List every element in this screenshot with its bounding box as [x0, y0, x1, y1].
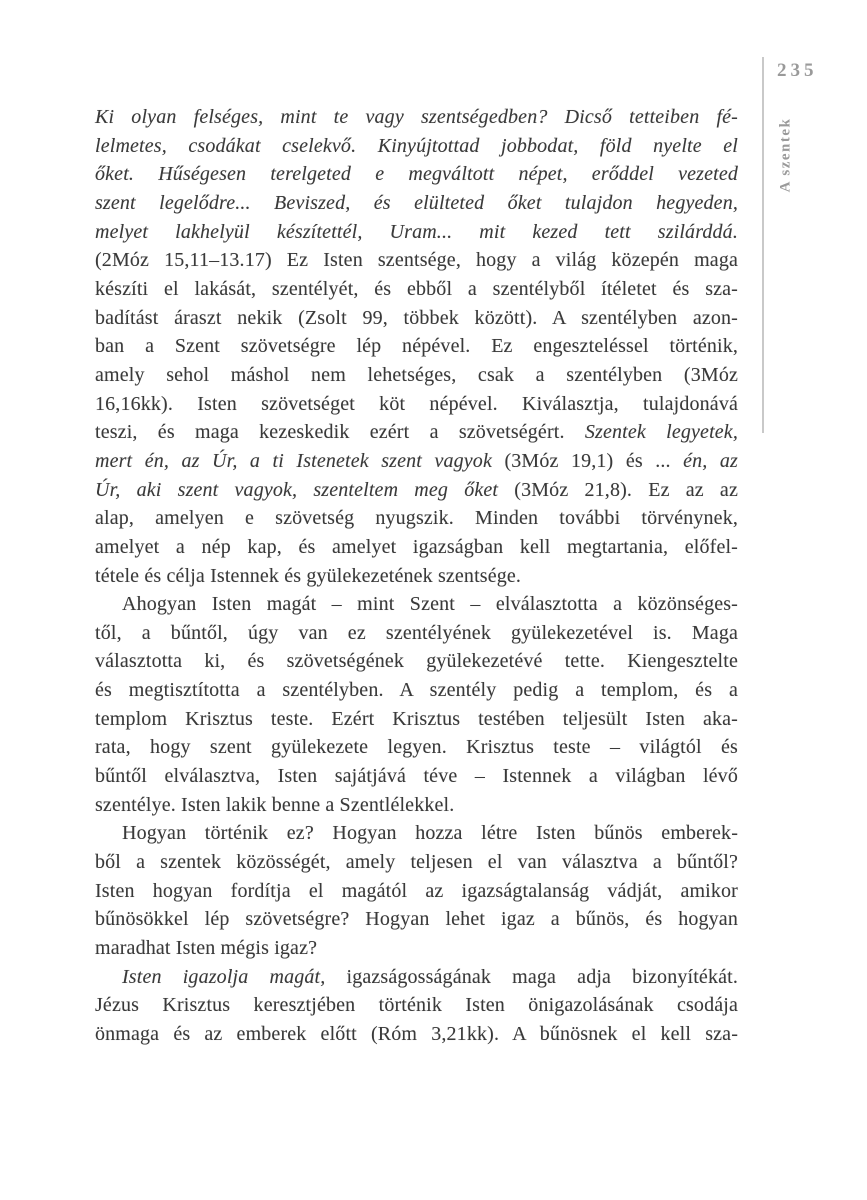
italic-text-segment: őket. Hűségesen terelgeted e megváltott népet, erőddel vezeted	[95, 163, 738, 186]
italic-text-segment: szent legelődre... Beviszed, és elülteted őket tulajdon hegyeden,	[95, 191, 738, 214]
text-segment: templom Krisztus teste. Ezért Krisztus testében teljesült Isten aka-	[95, 707, 738, 730]
text-segment: (2Móz 15,11–13.17) Ez Isten szentsége, hogy a világ közepén maga	[95, 249, 738, 272]
text-line	[95, 361, 738, 390]
text-segment: és megtisztította a szentélyben. A szentély pedig a templom, és a	[95, 679, 738, 702]
text-line	[95, 304, 738, 333]
text-segment: szentélye. Isten lakik benne a Szentlélekkel.	[95, 793, 455, 816]
text-line	[95, 160, 738, 189]
text-line	[95, 963, 738, 992]
text-segment: készíti el lakását, szentélyét, és ebből a szentélyből ítéletet és sza-	[95, 277, 738, 300]
text-segment: tétele és célja Istennek és gyülekezetének szentsége.	[95, 564, 522, 587]
page-number: 235	[777, 60, 818, 81]
text-segment: önmaga és az emberek előtt (Róm 3,21kk). A bűnösnek el kell sza-	[95, 1023, 738, 1045]
italic-text-segment: mert én, az Úr, a ti Istenetek szent vagyok	[95, 449, 505, 472]
text-line	[95, 562, 738, 591]
text-line	[95, 762, 738, 791]
text-line	[95, 476, 738, 505]
italic-text-segment: melyet lakhelyül készítettél, Uram... mit kezed tett szilárddá.	[95, 220, 738, 243]
italic-text-segment: én, az	[683, 449, 738, 472]
italic-text-segment: Isten igazolja magát,	[122, 965, 347, 988]
text-line	[95, 447, 738, 476]
text-segment: bűnösökkel lép szövetségre? Hogyan lehet igaz a bűnös, és hogyan	[95, 908, 738, 931]
text-segment: bűntől elválasztva, Isten sajátjává téve – Istennek a világban lévő	[95, 765, 738, 788]
text-segment: alap, amelyen e szövetség nyugszik. Minden további törvénynek,	[95, 507, 738, 530]
text-segment: (3Móz 21,8). Ez az az	[514, 478, 738, 501]
text-line	[95, 676, 738, 705]
text-segment: igazságosságának maga adja bizonyítékát.	[346, 965, 738, 988]
text-line	[95, 905, 738, 934]
text-line	[95, 848, 738, 877]
text-line	[95, 390, 738, 419]
italic-text-segment: Úr, aki szent vagyok, szenteltem meg őket	[95, 478, 515, 501]
text-line	[95, 504, 738, 533]
text-line	[95, 132, 738, 161]
text-line	[95, 647, 738, 676]
text-segment: ből a szentek közösségét, amely teljesen el van választva a bűntől?	[95, 851, 738, 874]
text-line	[95, 1020, 738, 1049]
text-line	[95, 590, 738, 619]
text-line	[95, 332, 738, 361]
text-line	[95, 791, 738, 820]
text-segment: Ahogyan Isten magát – mint Szent – elválasztotta a közönséges-	[122, 593, 738, 616]
text-segment: amely sehol máshol nem lehetséges, csak a szentélyben (3Móz	[95, 363, 738, 386]
text-line	[95, 819, 738, 848]
text-block	[95, 103, 738, 1049]
text-line	[95, 189, 738, 218]
text-segment: Isten hogyan fordítja el magától az igazságtalanság vádját, amikor	[95, 879, 738, 902]
text-segment: választotta ki, és szövetségének gyülekezetévé tette. Kiengesztelte	[95, 650, 738, 673]
text-line	[95, 275, 738, 304]
text-segment: rata, hogy szent gyülekezete legyen. Krisztus teste – világtól és	[95, 736, 738, 759]
text-line	[95, 991, 738, 1020]
text-segment: ban a Szent szövetségre lép népével. Ez engeszteléssel történik,	[95, 335, 738, 358]
italic-text-segment: lelmetes, csodákat cselekvő. Kinyújtottad jobbodat, föld nyelte el	[95, 134, 738, 157]
text-segment: Jézus Krisztus keresztjében történik Isten önigazolásának csodája	[95, 994, 738, 1017]
text-segment: (3Móz 19,1) és ...	[504, 449, 684, 472]
text-line	[95, 418, 738, 447]
italic-text-segment: Ki olyan felséges, mint te vagy szentségedben? Dicső tetteiben fé-	[95, 106, 738, 128]
text-segment: 16,16kk). Isten szövetséget köt népével. Kiválasztja, tulajdonává	[95, 392, 738, 415]
text-line	[95, 733, 738, 762]
text-line	[95, 218, 738, 247]
chapter-margin-label: A szentek	[777, 117, 794, 193]
text-segment: amelyet a nép kap, és amelyet igazságban kell megtartania, előfel-	[95, 535, 738, 558]
text-line	[95, 877, 738, 906]
text-segment: től, a bűntől, úgy van ez szentélyének gyülekezetével is. Maga	[95, 621, 738, 644]
text-line	[95, 103, 738, 132]
text-segment: maradhat Isten mégis igaz?	[95, 937, 318, 960]
text-segment: Hogyan történik ez? Hogyan hozza létre Isten bűnös emberek-	[122, 822, 738, 845]
text-line	[95, 246, 738, 275]
text-line	[95, 705, 738, 734]
text-line	[95, 533, 738, 562]
text-segment: badítást áraszt nekik (Zsolt 99, többek között). A szentélyben azon-	[95, 306, 738, 329]
text-line	[95, 934, 738, 963]
text-segment: teszi, és maga kezeskedik ezért a szövetségért.	[95, 421, 585, 444]
italic-text-segment: Szentek legyetek,	[584, 421, 738, 444]
margin-rule	[762, 57, 764, 433]
text-line	[95, 619, 738, 648]
